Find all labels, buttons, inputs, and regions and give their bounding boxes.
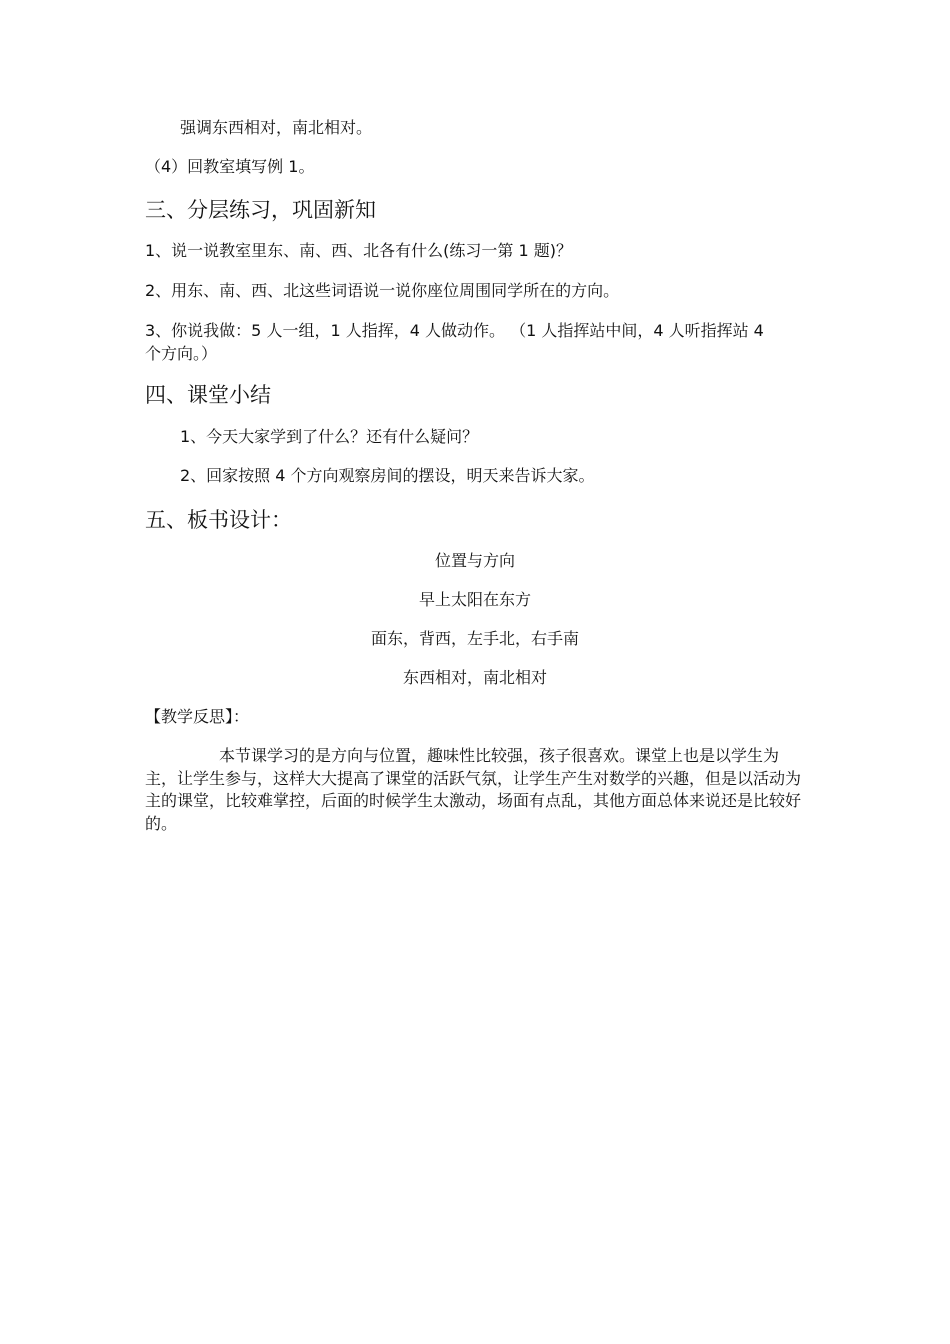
- emphasis-text: 强调东西相对，南北相对。: [180, 118, 373, 137]
- reflection-paragraph: [145, 745, 805, 835]
- section-3-item-1: 1、说一说教室里东、南、西、北各有什么(练习一第 1 题)？: [145, 241, 573, 260]
- section-3-item-2: 2、用东、南、西、北这些词语说一说你座位周围同学所在的方向。: [145, 281, 620, 300]
- section-3-heading: 三、分层练习，巩固新知: [145, 198, 376, 222]
- board-line-3: 面东，背西，左手北，右手南: [370, 629, 579, 648]
- section-4-heading: 四、课堂小结: [145, 383, 271, 407]
- board-line-4: 东西相对，南北相对: [402, 668, 547, 687]
- board-line-1: 位置与方向: [434, 551, 515, 570]
- section-5-heading: 五、板书设计：: [145, 508, 292, 532]
- reflection-title: 【教学反思】：: [145, 707, 250, 726]
- section-4-item-2: 2、回家按照 4 个方向观察房间的摆设，明天来告诉大家。: [180, 466, 595, 485]
- section-3-item-3-line-1: 3、你说我做：5 人一组，1 人指挥，4 人做动作。 （1 人指挥站中间，4 人听指挥站 4: [145, 321, 764, 340]
- section-3-item-3-line-2: 个方向。）: [145, 344, 218, 363]
- section-4-item-1: 1、今天大家学到了什么？还有什么疑问？: [180, 427, 479, 446]
- board-line-2: 早上太阳在东方: [418, 590, 531, 609]
- step-4-text: （4）回教室填写例 1。: [145, 157, 315, 176]
- reflection-body: 本节课学习的是方向与位置，趣味性比较强，孩子很喜欢。课堂上也是以学生为主，让学生参与，这样大大提高了课堂的活跃气氛，让学生产生对数学的兴趣，但是以活动为主的课堂，比较难掌控，后面的时候学生太激动，场面有点乱，其他方面总体来说还是比较好的。: [145, 746, 802, 833]
